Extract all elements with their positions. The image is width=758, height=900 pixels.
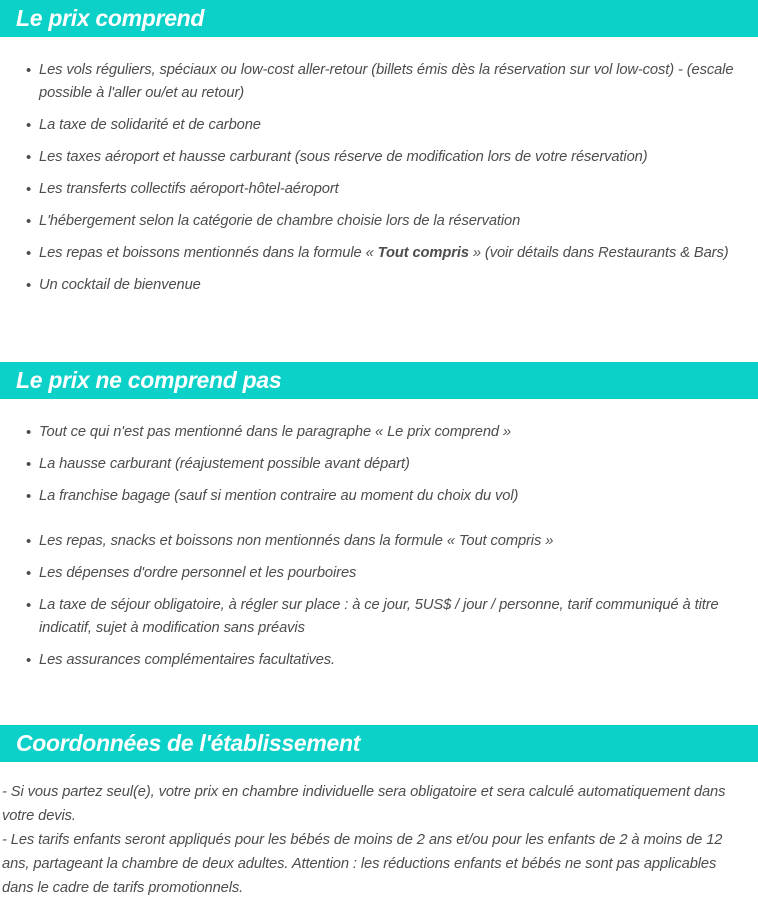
list-item: • Les repas, snacks et boissons non mentionnés dans la formule « Tout compris » <box>10 530 748 553</box>
section-body-coordonnees <box>0 762 758 900</box>
list-item: • Les transferts collectifs aéroport-hôtel-aéroport <box>10 178 748 201</box>
section-body-le-prix-comprend <box>0 37 758 362</box>
formule-emphasis: Tout compris <box>377 245 469 261</box>
section-body-le-prix-ne-comprend-pas <box>0 399 758 725</box>
list-item: • Un cocktail de bienvenue <box>10 274 748 297</box>
section-title: Coordonnées de l'établissement <box>16 730 361 756</box>
spacer <box>10 306 748 362</box>
spacer <box>10 37 748 59</box>
section-header-coordonnees <box>0 725 758 762</box>
list-item: • Les assurances complémentaires facultatives. <box>10 649 748 672</box>
section-title: Le prix ne comprend pas <box>16 367 282 393</box>
list-item: • Les vols réguliers, spéciaux ou low-cost aller-retour (billets émis dès la réservation sur vol low-cost) - (escale possible à l'aller ou/et au retour) <box>10 59 748 105</box>
formule-tail: » (voir détails dans Restaurants & Bars) <box>468 245 729 261</box>
section-title: Le prix comprend <box>16 5 205 31</box>
list-item: • La taxe de solidarité et de carbone <box>10 114 748 137</box>
list-item: • Les dépenses d'ordre personnel et les pourboires <box>10 562 748 585</box>
section-header-le-prix-comprend <box>0 0 758 37</box>
list-item: • Les taxes aéroport et hausse carburant (sous réserve de modification lors de votre réservation) <box>10 146 748 169</box>
closing-paragraph: - Les tarifs enfants seront appliqués pour les bébés de moins de 2 ans et/ou pour les enfants de 2 à moins de 12 ans, partageant la chambre de deux adultes. Attention : les réductions enfants et bébés ne sont pas applicables dans le cadre de tarifs promotionnels. <box>2 832 723 896</box>
spacer <box>10 399 748 421</box>
exclusions-list <box>10 421 748 672</box>
list-item-formule <box>10 242 748 265</box>
inclusions-list <box>10 59 748 297</box>
list-item: • La taxe de séjour obligatoire, à régler sur place : à ce jour, 5US$ / jour / personne, tarif communiqué à titre indicatif, sujet à modification sans préavis <box>10 594 748 640</box>
closing-paragraph: - Si vous partez seul(e), votre prix en chambre individuelle sera obligatoire et sera calculé automatiquement dans votre devis. <box>2 784 726 824</box>
spacer <box>10 681 748 725</box>
list-item: • La hausse carburant (réajustement possible avant départ) <box>10 453 748 476</box>
list-item: • La franchise bagage (sauf si mention contraire au moment du choix du vol) <box>10 485 748 508</box>
formule-lead: Les repas et boissons mentionnés dans la formule « <box>39 245 378 261</box>
section-header-le-prix-ne-comprend-pas <box>0 362 758 399</box>
list-item: • L'hébergement selon la catégorie de chambre choisie lors de la réservation <box>10 210 748 233</box>
list-item: • Tout ce qui n'est pas mentionné dans le paragraphe « Le prix comprend » <box>10 421 748 444</box>
